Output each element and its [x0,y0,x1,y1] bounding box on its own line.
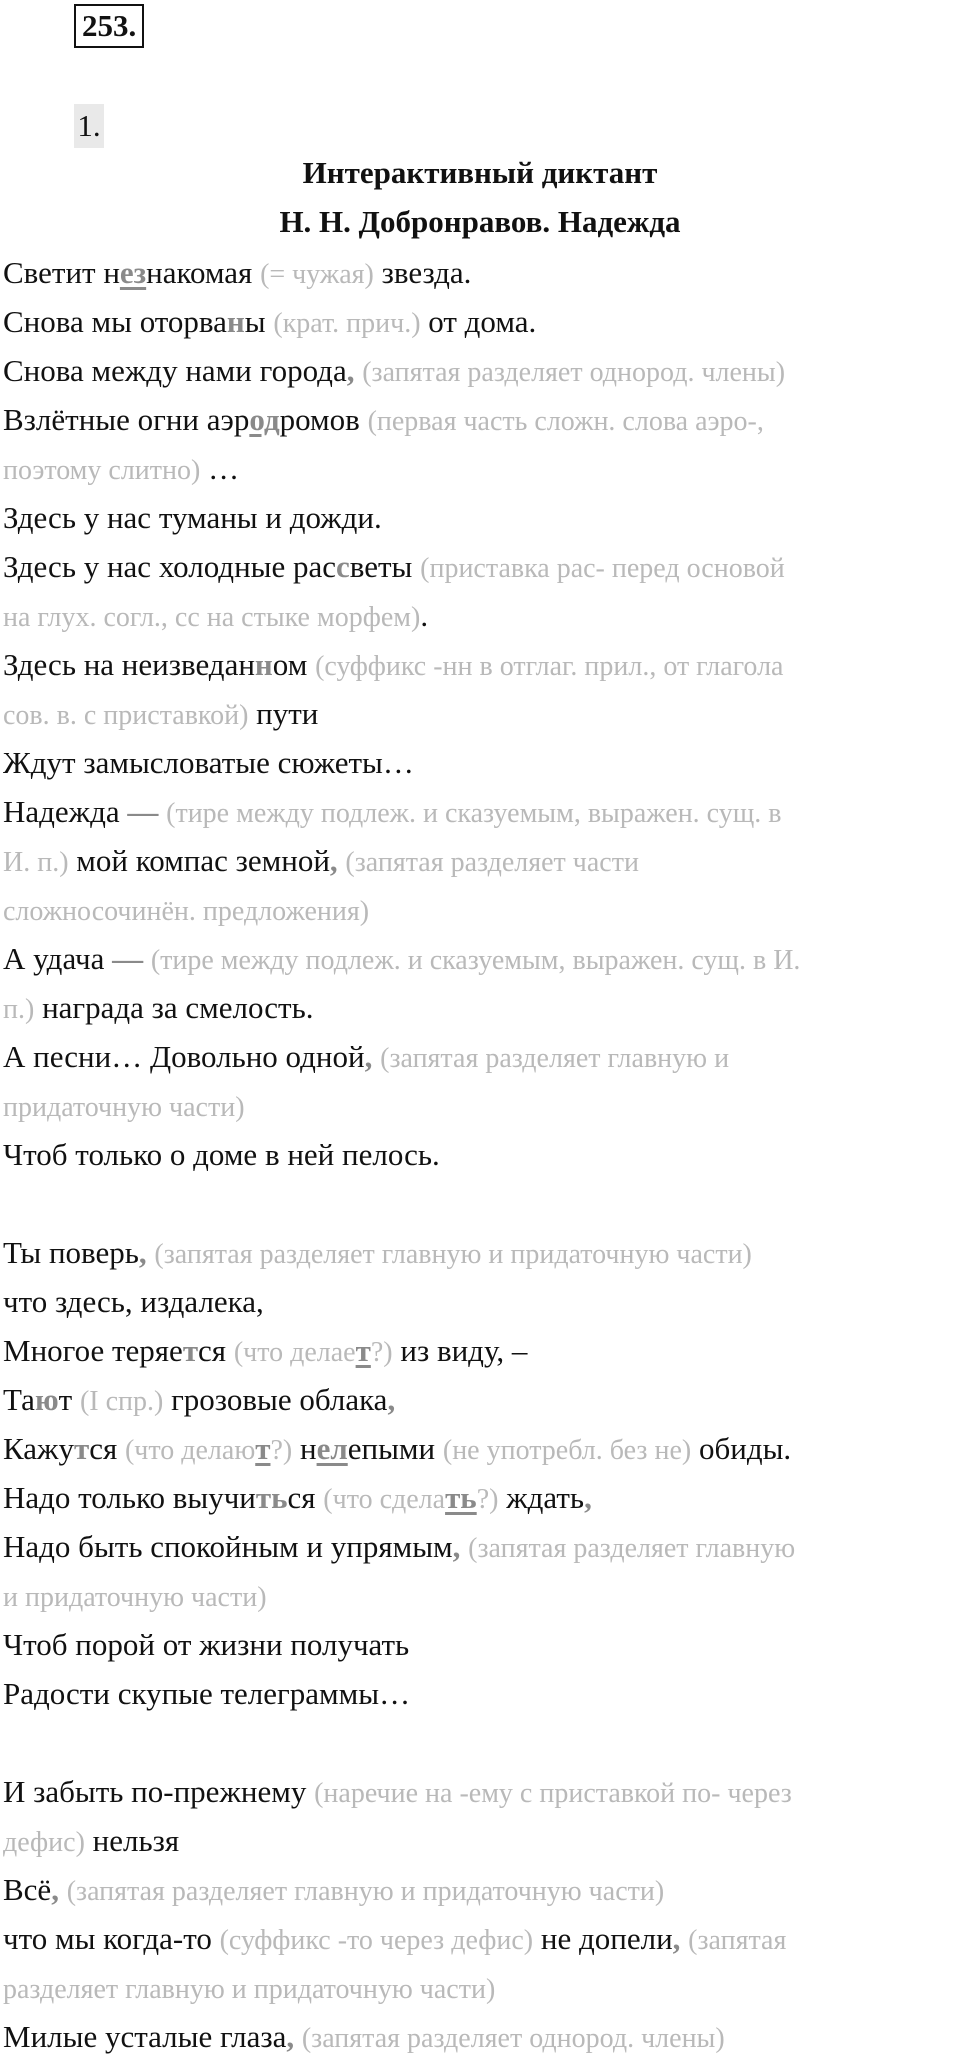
text-segment: Та [3,1382,35,1417]
underlined-letter: од [249,402,280,437]
text-line [3,787,958,836]
comment-segment: (запятая разделяет главную и [380,1043,730,1074]
text-line [3,1669,958,1718]
comment-segment: ?) [370,1337,393,1368]
text-segment: Чтоб только о доме в ней пелось. [3,1137,440,1172]
text-segment: звезда. [373,255,472,290]
highlighted-letter: , [387,1382,396,1417]
text-segment [680,1921,688,1956]
highlighted-letter: , [346,353,355,388]
text-line [3,1816,958,1865]
comment-segment: (что делае [233,1337,356,1368]
text-segment: награда за смелость. [34,990,314,1025]
text-segment [372,1039,380,1074]
text-segment: мой компас земной [68,843,330,878]
text-line [3,542,958,591]
text-segment [294,2019,302,2054]
text-line [3,1081,958,1130]
text-segment: что мы когда-то [3,1921,220,1956]
highlighted-letter: , [138,1235,147,1270]
comment-segment: сов. в. с приставкой) [3,700,249,731]
comment-segment: (запятая разделяет главную [468,1533,796,1564]
comment-segment: на глух. согл., сс на стыке морфем) [3,602,421,633]
comment-segment: (запятая разделяет главную и придаточную части) [154,1239,752,1270]
text-segment: обиды. [691,1431,792,1466]
text-segment [460,1529,468,1564]
text-segment: ом [272,647,316,682]
highlighted-letter: , [329,843,338,878]
text-segment: нельзя [84,1823,180,1858]
comment-segment: разделяет главную и придаточную части) [3,1974,496,2005]
text-segment: т [58,1382,80,1417]
text-segment: Радости скупые телеграммы… [3,1676,411,1711]
text-segment: ся [89,1431,125,1466]
text-segment: Чтоб порой от жизни получать [3,1627,410,1662]
comment-segment: (запятая разделяет главную и придаточную части) [66,1876,665,1907]
text-segment: Многое теряе [3,1333,183,1368]
text-segment: ся [287,1480,324,1515]
comment-segment: (суффикс -нн в отглаг. прил., от глагола [315,651,784,682]
text-line [3,444,958,493]
comment-segment: (наречие на -ему с приставкой по- через [314,1778,792,1809]
text-segment: грозовые облака [163,1382,388,1417]
highlighted-letter: н [254,647,273,682]
text-segment: н [292,1431,317,1466]
text-line [3,493,958,542]
highlighted-letter: ю [34,1382,59,1417]
text-segment [143,941,151,976]
text-segment: что здесь, издалека, [3,1284,264,1319]
comment-segment: (что делаю [124,1435,256,1466]
text-line [3,297,958,346]
text-segment: от дома. [420,304,537,339]
underlined-letter: т [355,1333,371,1368]
underlined-letter: т [255,1431,271,1466]
text-line [3,885,958,934]
text-segment: Надо быть спокойным и упрямым [3,1529,453,1564]
text-segment [158,794,166,829]
text-line [3,1473,958,1522]
comment-segment: (запятая [688,1925,787,1956]
comment-segment: (приставка рас- перед основой [420,553,785,584]
text-segment: Снова мы оторва [3,304,227,339]
text-segment: Кажу [3,1431,74,1466]
text-segment: Надежда [3,794,128,829]
stanza-gap [3,1179,958,1228]
comment-segment: И. п.) [3,847,69,878]
text-line [3,983,958,1032]
text-line [3,1620,958,1669]
highlighted-letter: — [112,941,144,976]
exercise-number: 253. [74,4,144,48]
comment-segment: (запятая разделяет однород. члены) [301,2023,725,2054]
text-line [3,1326,958,1375]
text-segment: Здесь у нас холодные рас [3,549,337,584]
text-segment: И забыть по-прежнему [3,1774,315,1809]
text-line [3,934,958,983]
text-segment: не допели [533,1921,673,1956]
dictation-text [3,248,958,2061]
comment-segment: дефис) [3,1827,85,1858]
highlighted-letter: , [364,1039,373,1074]
comment-segment: (тире между подлеж. и сказуемым, выражен. сущ. в И. [150,945,801,976]
comment-segment: (что сдела [323,1484,446,1515]
underlined-letter: ть [445,1480,477,1515]
text-line [3,1571,958,1620]
text-segment: Здесь на неизведан [3,647,255,682]
comment-segment: сложносочинён. предложения) [3,896,370,927]
text-segment: Надо только выучи [3,1480,256,1515]
text-line [3,1277,958,1326]
text-line [3,640,958,689]
highlighted-letter: — [127,794,159,829]
text-line [3,689,958,738]
highlighted-letter: , [452,1529,461,1564]
comment-segment: поэтому слитно) [3,455,201,486]
text-line [3,738,958,787]
title-line-1: Интерактивный диктант [302,155,658,190]
comment-segment: (запятая разделяет однород. члены) [362,357,786,388]
sub-number: 1. [74,104,104,148]
text-segment: А удача [3,941,113,976]
comment-segment: (суффикс -то через дефис) [219,1925,534,1956]
highlighted-letter: н [226,304,245,339]
comment-segment: придаточную части) [3,1092,245,1123]
highlighted-letter: т [73,1431,90,1466]
highlighted-letter: , [286,2019,295,2054]
text-line [3,1032,958,1081]
comment-segment: (крат. прич.) [273,308,421,339]
text-segment: … [200,451,240,486]
highlighted-letter: ть [255,1480,288,1515]
highlighted-letter: , [51,1872,59,1907]
text-segment: Всё [3,1872,52,1907]
text-line [3,1963,958,2012]
text-segment [59,1872,67,1907]
comment-segment: (тире между подлеж. и сказуемым, выражен. сущ. в [166,798,782,829]
text-line [3,1424,958,1473]
text-line [3,1130,958,1179]
text-segment: из виду, – [392,1333,528,1368]
highlighted-letter: , [584,1480,592,1515]
text-line [3,1865,958,1914]
comment-segment: (I спр.) [79,1386,164,1417]
comment-segment: и придаточную части) [3,1582,267,1613]
text-segment: Снова между нами города [3,353,347,388]
text-line [3,248,958,297]
text-segment: ждать [498,1480,585,1515]
text-line [3,395,958,444]
comment-segment: (первая часть сложн. слова аэро-, [367,406,764,437]
text-line [3,1767,958,1816]
text-segment: ромов [279,402,368,437]
text-segment: Ты поверь [3,1235,139,1270]
text-segment: епыми [347,1431,443,1466]
underlined-letter: ез [119,255,147,290]
text-segment: Здесь у нас туманы и дожди. [3,500,382,535]
underlined-letter: ел [316,1431,348,1466]
text-segment: веты [349,549,421,584]
text-segment: Светит н [3,255,120,290]
highlighted-letter: , [672,1921,681,1956]
comment-segment: (запятая разделяет части [345,847,639,878]
text-segment: Ждут замысловатые сюжеты… [3,745,414,780]
comment-segment: п.) [3,994,35,1025]
text-segment: Взлётные огни аэр [3,402,250,437]
text-line [3,346,958,395]
text-line [3,1375,958,1424]
stanza-gap [3,1718,958,1767]
comment-segment: (не употребл. без не) [442,1435,692,1466]
comment-segment: ?) [270,1435,293,1466]
text-segment: . [420,598,429,633]
title-line-2: Н. Н. Добронравов. Надежда [279,204,681,239]
text-line [3,1228,958,1277]
text-segment: А песни… Довольно одной [3,1039,365,1074]
text-line [3,1914,958,1963]
comment-segment: ?) [476,1484,499,1515]
highlighted-letter: т [182,1333,199,1368]
text-line [3,591,958,640]
text-segment: ся [198,1333,234,1368]
text-line [3,1522,958,1571]
text-segment: накомая [146,255,261,290]
highlighted-letter: с [336,549,350,584]
text-segment: пути [248,696,319,731]
text-segment: Милые усталые глаза [3,2019,287,2054]
text-segment: ы [244,304,274,339]
comment-segment: (= чужая) [260,259,374,290]
text-line [3,2012,958,2061]
text-line [3,836,958,885]
